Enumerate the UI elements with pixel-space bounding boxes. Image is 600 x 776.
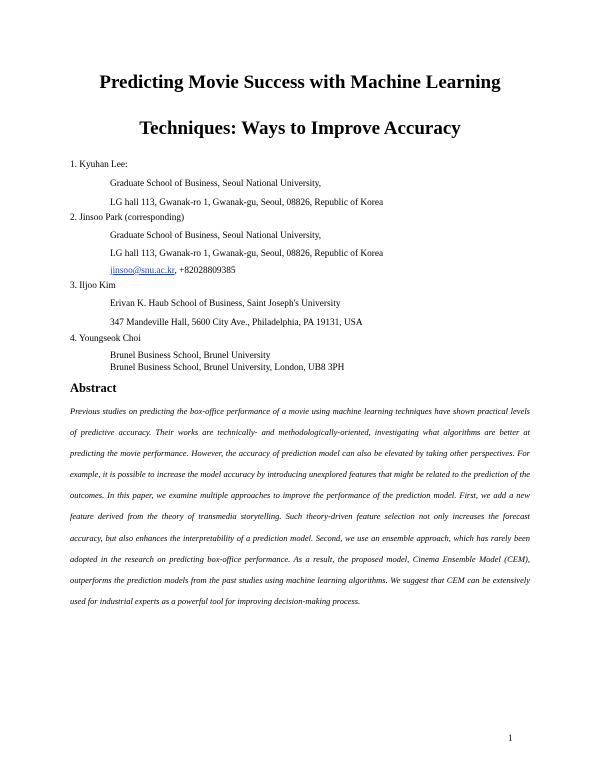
- paper-title-line-1: Predicting Movie Success with Machine Learning: [99, 72, 501, 93]
- author-address: LG hall 113, Gwanak-ro 1, Gwanak-gu, Seoul, 08826, Republic of Korea: [110, 198, 384, 208]
- author-address: LG hall 113, Gwanak-ro 1, Gwanak-gu, Seoul, 08826, Republic of Korea: [110, 249, 384, 259]
- author-name: 3. Iljoo Kim: [70, 281, 116, 291]
- email-link[interactable]: jinsoo@snu.ac.kr: [110, 266, 175, 276]
- author-contact: [110, 266, 236, 276]
- abstract-heading: Abstract: [70, 381, 117, 395]
- author-affiliation: Graduate School of Business, Seoul National University,: [110, 231, 322, 241]
- author-name: 4. Youngseok Choi: [70, 334, 141, 344]
- phone-number: , +82028809385: [174, 266, 236, 276]
- paper-title-line-2: Techniques: Ways to Improve Accuracy: [139, 118, 461, 139]
- author-name: 1. Kyuhan Lee:: [70, 160, 128, 170]
- author-affiliation: Brunel Business School, Brunel University: [110, 351, 271, 361]
- abstract-text: Previous studies on predicting the box-office performance of a movie using machine learning techniques have shown practical levels of predictive accuracy. Their works are technically- and methodologically-oriented, investigating what algorithms are better at predicting the movie performance. However, the accuracy of prediction model can also be elevated by taking other perspectives. For example, it is possible to increase the model accuracy by introducing unexplored features that might be related to the prediction of the outcomes. In this paper, we examine multiple approaches to improve the performance of the prediction model. First, we add a new feature derived from the theory of transmedia storytelling. Such theory-driven feature selection not only increases the forecast accuracy, but also enhances the interpretability of a prediction model. Second, we use an ensemble approach, which has rarely been adopted in the research on predicting box-office performance. As a result, the proposed model, Cinema Ensemble Model (CEM), outperforms the prediction models from the past studies using machine learning algorithms. We suggest that CEM can be extensively used for industrial experts as a powerful tool for improving decision-making process.: [70, 406, 530, 606]
- author-address: 347 Mandeville Hall, 5600 City Ave., Philadelphia, PA 19131, USA: [110, 318, 363, 328]
- author-affiliation: Graduate School of Business, Seoul National University,: [110, 179, 322, 189]
- author-affiliation: Erivan K. Haub School of Business, Saint Joseph's University: [110, 299, 341, 309]
- author-address: Brunel Business School, Brunel University, London, UB8 3PH: [110, 363, 345, 373]
- page-number: 1: [508, 733, 513, 743]
- author-name: 2. Jinsoo Park (corresponding): [70, 213, 185, 223]
